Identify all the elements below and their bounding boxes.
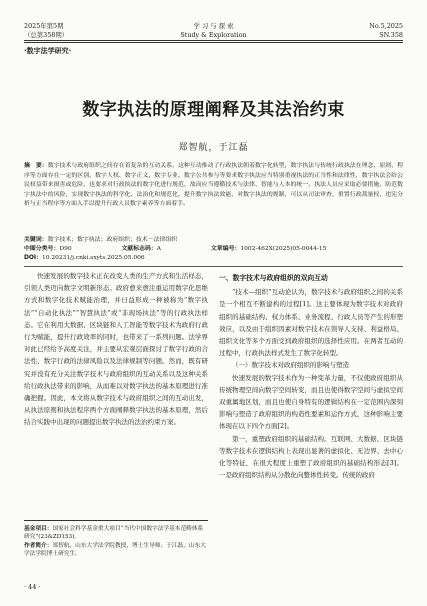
abstract [24,162,403,210]
author-note-text: 郑智航，山东大学法学院教授，博士生导师；于江磊，山东大学法学院博士研究生。 [24,542,206,558]
page-number: · 44 · [24,583,41,591]
doi-value: 10.20231/j.cnki.sxyts.2025.05.006 [41,255,145,261]
article-title: 数字执法的原理阐释及其法治约束 [82,100,345,120]
journal-name-en: Study & Exploration [180,30,247,39]
doc-code-value: A [156,246,162,252]
keywords [24,236,403,245]
subsection-heading: （一）数字技术对政府组织的影响与塑造 [232,361,349,370]
funding-text: 国家社会科学基金重大项目“当代中国数字法学基本范畴体系研究”(23&ZD153)。 [24,526,204,541]
clc-value: D90 [59,246,72,252]
serial-number: SN.358 [379,30,403,39]
footnotes [24,520,208,559]
section-heading: 一、数字技术与政府组织的双向互动 [219,274,328,282]
doi-label: DOI： [24,255,42,261]
journal-number [369,22,403,39]
abstract-text: 数字技术与政府组织之间存在着复杂的互动关系。这种互动推动了行政执法朝着数字化转型，数字执法与传统行政执法在理念、原则、程序等方面存在一定的区别。数字人权、数字正义、数字专业、数字公共参与等要求数字执法应当特别重视执法的正当性和法律性，数字执法会给公民权益带来损害或危险，也要求对行政执法的数字化进行规范，故而应当遵循技术与法律、智能与人本的统一。执法人员应采取必要措施，防范数字执法中的风险，实现数字执法的科学化、法治化和规范化，提升数字执法效能，对数字执法的规制，可以从司法审查、重置行政裁量权、违宪分析与正当程序等方面入手以提升行政人员数字素养等方面着手。 [24,163,404,208]
clc-label: 中图分类号： [24,246,60,252]
body-paragraph: 快速发展的数字技术作为一种变革力量，不仅使政府组织从传统物理空间向数字空间转变，而且也使得数字空间与虚拟空间双重属地区划，而且也使自身特有的逻辑结构在一定范围内深刻影响与塑造了政府组织的构造性要素和运作方式，这种影响主要体现在以下四个方面[2]。 [219,373,403,431]
journal-name-cn: 学 习 与 探 索 [193,22,234,30]
article-number-label: 文章编号： [210,246,241,252]
keywords-text: 数字技术；数字执法；政府组织；技术－法律组织 [47,237,178,243]
cumulative-issue: （总第358期） [24,30,69,39]
funding-note [24,525,208,542]
issue-line: 2025年第5期 [24,22,64,30]
section-tag: ·数字法学研究· [24,47,72,55]
author-note [24,542,208,559]
author-line: 郑智航，于江磊 [178,143,249,153]
funding-label: 基金项目： [24,526,53,532]
intro-paragraph: 快速发展的数字技术正在改变人类的生产方式和生活样态，引领人类迈向数字文明新形态。政府愈来愈注重运用数字化思维方式和数字化技术赋能治理，并日益形成一种被称为“数字执法”“自动化执法”“智慧执法”或“非现场执法”等的行政执法样态。它在利用大数据、区块链和人工智能等数字技术为政府行政行为赋能，提升行政效率的同时，也带来了一系列问题。法学界对此已经给予高度关注，并主要从宏观层面探讨了数字行政的合法性、数字行政的法律风险以及法律规制等问题。然而，既有研究并没有充分关注数字技术与政府组织的互动关系以及这种关系给行政执法带来的影响，从而难以对数字执法的基本原理进行准确把握。因此，本文将从数字技术与政府组织之间的互动出发，从执法原则和执法程序两个方面阐释数字执法的基本原理，然后结合实践中出现的问题提出数字执法的法治约束方案。 [24,272,208,427]
author-note-label: 作者简介： [24,542,53,549]
document-code [121,246,185,252]
body-column-right [219,270,403,481]
clc-code [24,246,96,252]
number-line: No.5,2025 [369,22,403,30]
header-rule-thin [24,42,403,43]
abstract-label: 摘 要： [24,163,48,169]
body-paragraph: 第一，重塑政府组织的基础结构。互联网、大数据、区块链等数字技术在逻辑结构上表现出显著的虚拟化、无边界、去中心化等特征，在很大程度上重塑了政府组织的基础结构形态[3]。一是政府组织结构从分散化向整体性转变。传统的政府 [219,434,403,480]
body-column-left [24,270,208,429]
article-number [211,246,350,252]
journal-name [0,22,427,39]
doc-code-label: 文献标志码： [121,246,157,252]
doi [24,254,403,263]
article-number-value: 1002-462X(2025)05-0044-15 [240,246,327,252]
divider-rule [24,266,403,267]
body-paragraph: “技术—组织”互动论认为，数字技术与政府组织之间的关系是一个相互不断建构的过程[1]。这主要体现为数字技术对政府组织的基础结构、权力体系、业务流程、行政人员等产生的形塑效应，以及由于组织因素对数字技术在领导人支持、利益格局、组织文化等多个方面受到政府组织的选择性应用。在两者互动的过程中，行政执法样式发生了数字化转型。 [219,288,403,358]
header-rule [24,40,403,41]
keywords-label: 关键词： [24,237,48,243]
classification-row [24,245,403,254]
